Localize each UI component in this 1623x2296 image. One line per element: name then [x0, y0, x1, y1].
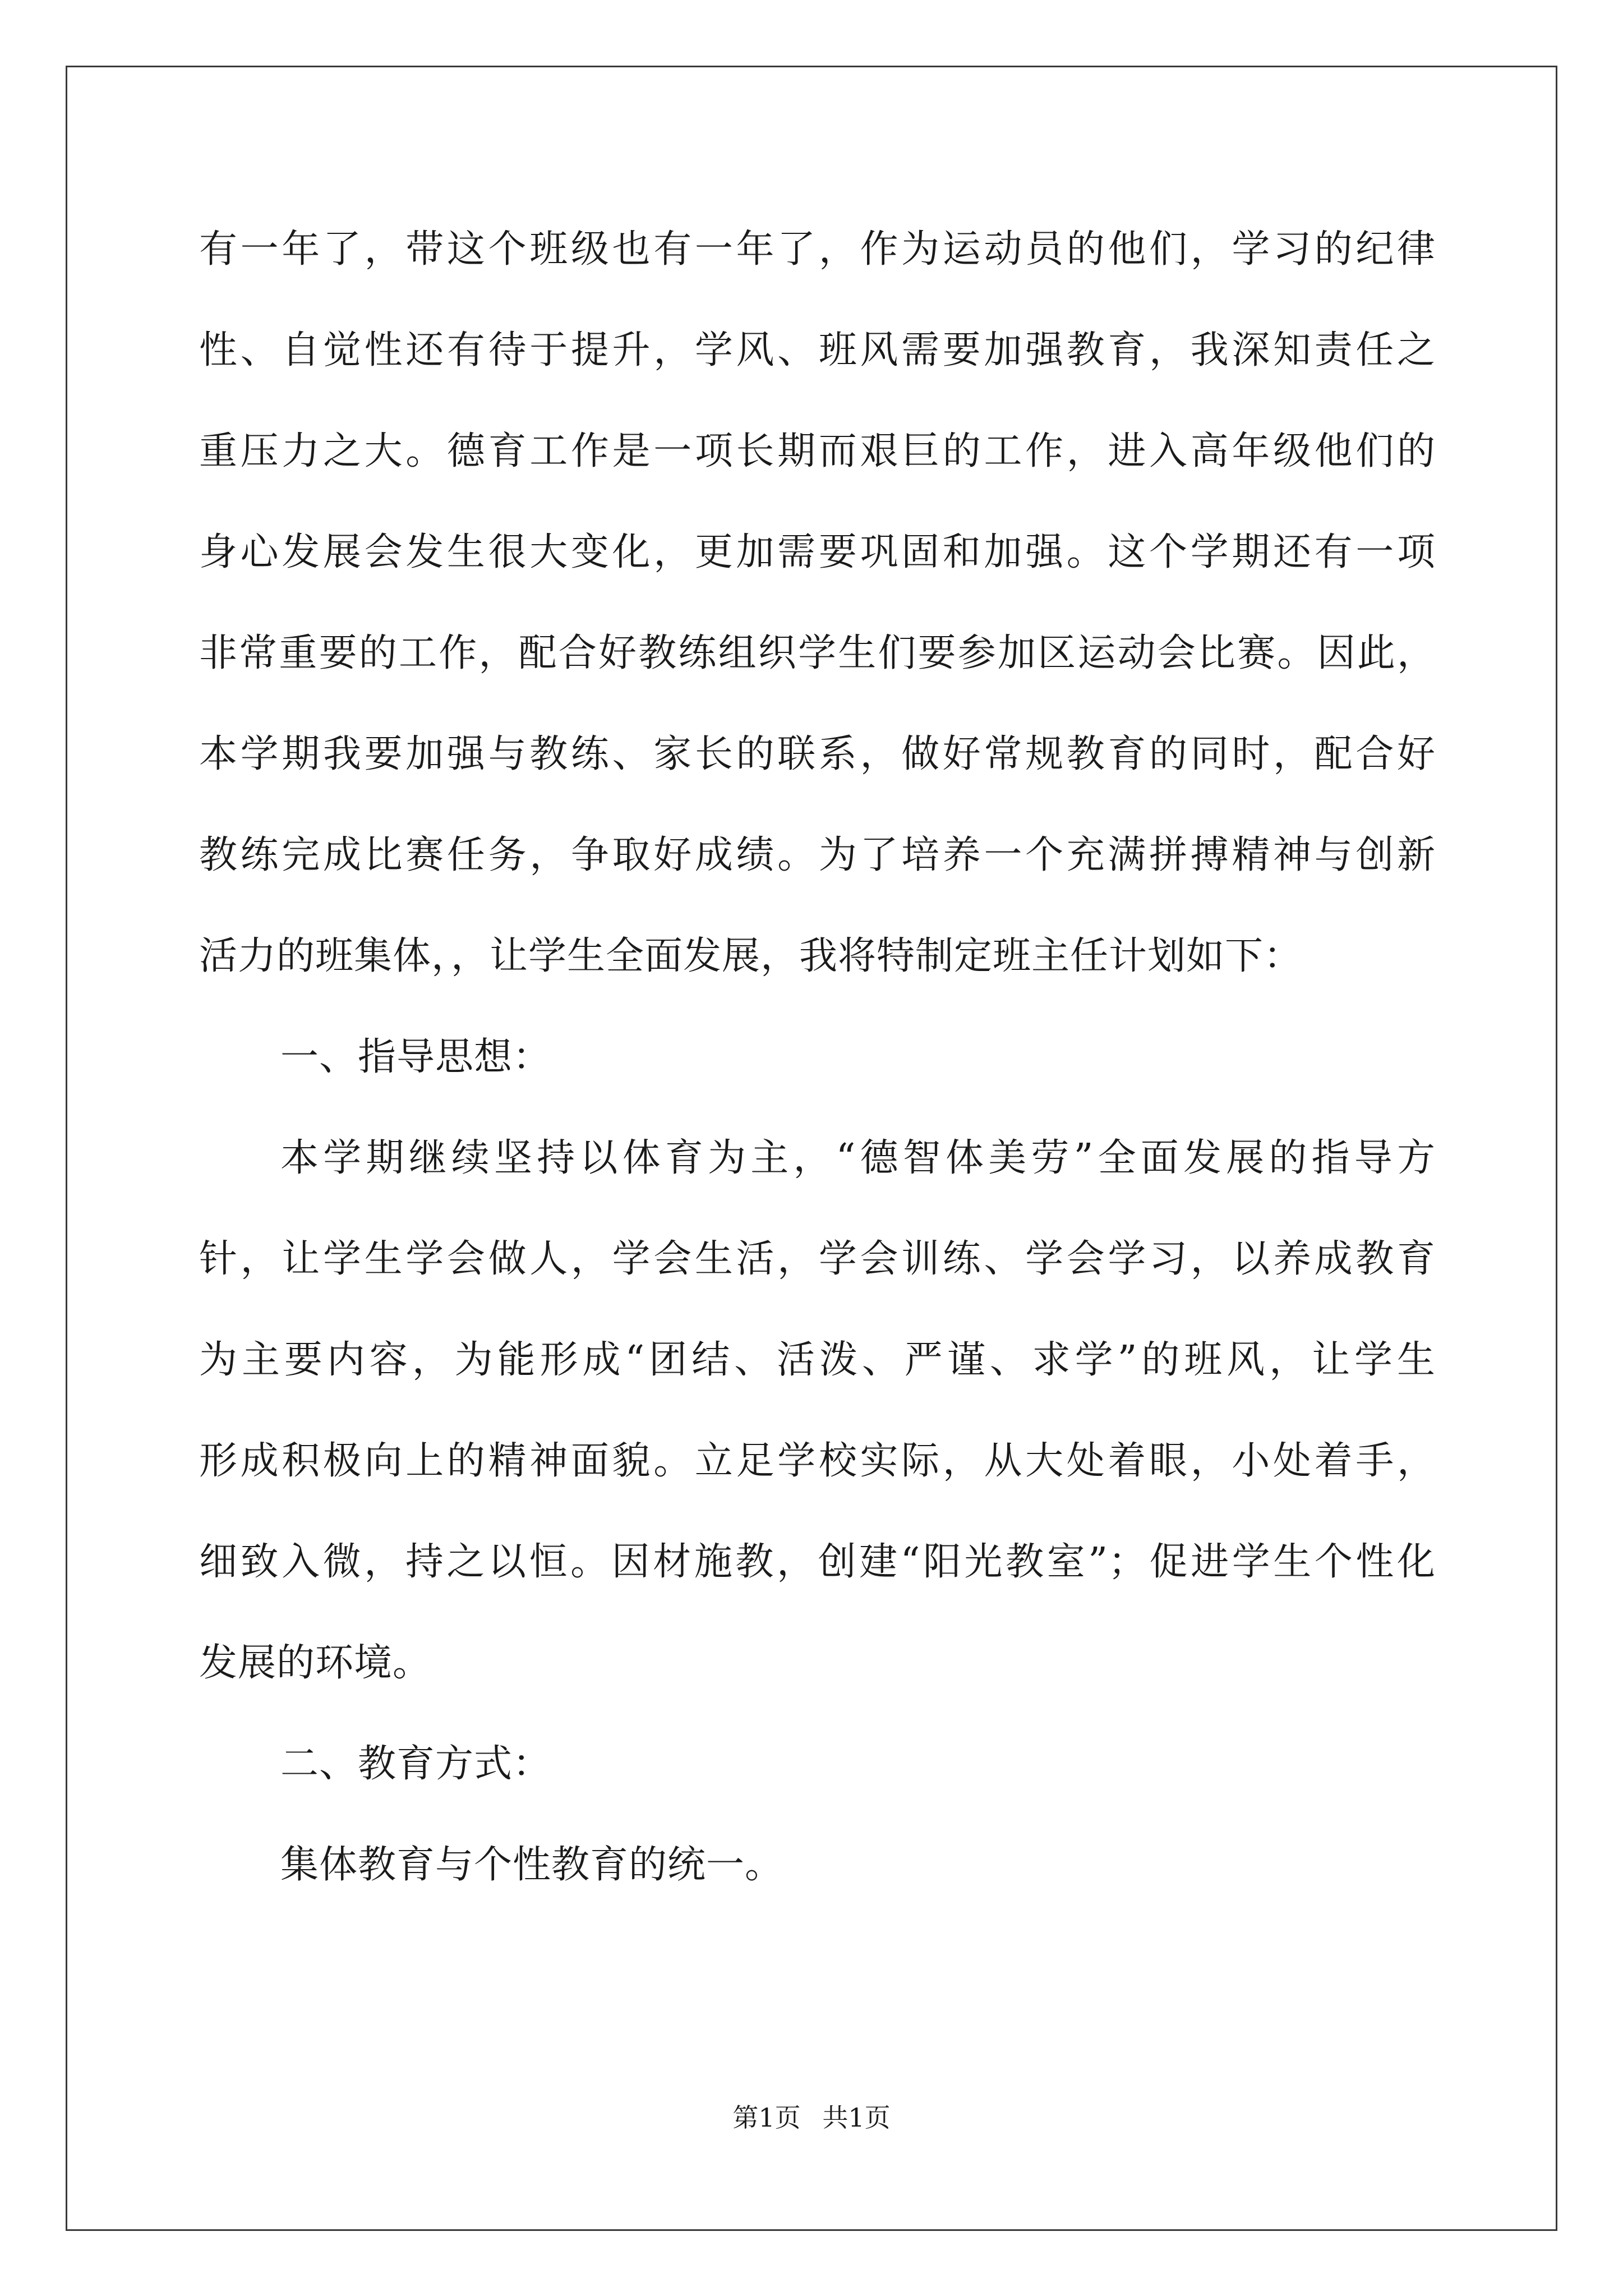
page-number: 第1页 — [732, 2102, 801, 2133]
page-total: 共1页 — [822, 2102, 891, 2133]
paragraph-line: 集体教育与个性教育的统一。 — [280, 1843, 784, 1887]
section-heading-education-method: 二、教育方式： — [280, 1742, 552, 1786]
paragraph-line: 身心发展会发生很大变化，更加需要巩固和加强。这个学期还有一项 — [199, 530, 1436, 574]
paragraph-line: 发展的环境。 — [199, 1641, 432, 1685]
document-body — [199, 222, 1436, 1938]
paragraph-line: 有一年了，带这个班级也有一年了，作为运动员的他们，学习的纪律 — [199, 227, 1436, 272]
paragraph-line: 活力的班集体，，让学生全面发展，我将特制定班主任计划如下： — [199, 934, 1303, 978]
section-heading-guiding-thought: 一、指导思想： — [280, 1035, 552, 1079]
page-footer — [0, 2101, 1623, 2134]
paragraph-line: 本学期我要加强与教练、家长的联系，做好常规教育的同时，配合好 — [199, 732, 1436, 776]
paragraph-line: 本学期继续坚持以体育为主，“德智体美劳”全面发展的指导方 — [280, 1136, 1436, 1180]
paragraph-line: 针，让学生学会做人，学会生活，学会训练、学会学习，以养成教育 — [199, 1237, 1436, 1281]
paragraph-line: 细致入微，持之以恒。因材施教，创建“阳光教室”；促进学生个性化 — [199, 1540, 1436, 1584]
paragraph-line: 性、自觉性还有待于提升，学风、班风需要加强教育，我深知责任之 — [199, 328, 1436, 372]
paragraph-line: 教练完成比赛任务，争取好成绩。为了培养一个充满拼搏精神与创新 — [199, 833, 1436, 877]
paragraph-line: 为主要内容，为能形成“团结、活泼、严谨、求学”的班风，让学生 — [199, 1338, 1436, 1382]
paragraph-line: 非常重要的工作，配合好教练组织学生们要参加区运动会比赛。因此， — [199, 631, 1436, 675]
paragraph-line: 重压力之大。德育工作是一项长期而艰巨的工作，进入高年级他们的 — [199, 429, 1436, 473]
paragraph-line: 形成积极向上的精神面貌。立足学校实际，从大处着眼，小处着手， — [199, 1439, 1436, 1483]
